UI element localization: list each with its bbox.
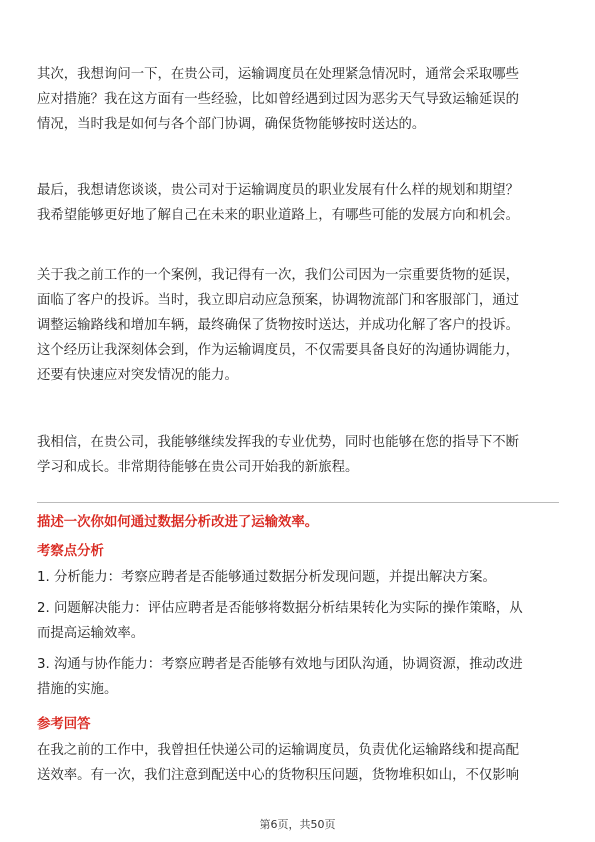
text-line: 应对措施？我在这方面有一些经验，比如曾经遇到过因为恶劣天气导致运输延误的 (37, 92, 520, 107)
text-line: 其次，我想询问一下，在贵公司，运输调度员在处理紧急情况时，通常会采取哪些 (37, 67, 520, 82)
text-line: 情况，当时我是如何与各个部门协调，确保货物能够按时送达的。 (37, 117, 426, 132)
text-line: 还要有快速应对突发情况的能力。 (37, 368, 238, 383)
paragraph-career-development (37, 178, 559, 228)
section-divider (37, 502, 559, 503)
text-line: 1. 分析能力：考察应聘者是否能够通过数据分析发现问题，并提出解决方案。 (37, 570, 496, 585)
text-line: 在我之前的工作中，我曾担任快递公司的运输调度员，负责优化运输路线和提高配 (37, 743, 520, 758)
text-line: 最后，我想请您谈谈，贵公司对于运输调度员的职业发展有什么样的规划和期望？ (37, 183, 520, 198)
text-line: 我希望能够更好地了解自己在未来的职业道路上，有哪些可能的发展方向和机会。 (37, 208, 520, 223)
page-number: 第6页，共50页 (259, 818, 336, 831)
text-line: 学习和成长。非常期待能够在贵公司开始我的新旅程。 (37, 460, 359, 475)
text-line: 调整运输路线和增加车辆，最终确保了货物按时送达，并成功化解了客户的投诉。 (37, 318, 520, 333)
analysis-item-1 (37, 565, 559, 590)
analysis-item-3 (37, 652, 559, 702)
analysis-heading: 考察点分析 (37, 544, 104, 559)
text-line: 送效率。有一次，我们注意到配送中心的货物积压问题，货物堆积如山，不仅影响 (37, 768, 520, 783)
text-line: 面临了客户的投诉。当时，我立即启动应急预案，协调物流部门和客服部门，通过 (37, 293, 520, 308)
text-line: 措施的实施。 (37, 682, 118, 697)
answer-heading: 参考回答 (37, 717, 91, 732)
text-line: 我相信，在贵公司，我能够继续发挥我的专业优势，同时也能够在您的指导下不断 (37, 435, 520, 450)
text-line: 3. 沟通与协作能力：考察应聘者是否能够有效地与团队沟通，协调资源，推动改进 (37, 657, 523, 672)
text-line: 关于我之前工作的一个案例，我记得有一次，我们公司因为一宗重要货物的延误， (37, 268, 520, 283)
paragraph-closing (37, 430, 559, 480)
text-line: 这个经历让我深刻体会到，作为运输调度员，不仅需要具备良好的沟通协调能力， (37, 343, 520, 358)
paragraph-emergency-measures (37, 62, 559, 137)
paragraph-past-case (37, 263, 559, 388)
interview-question: 描述一次你如何通过数据分析改进了运输效率。 (37, 515, 319, 530)
text-line: 2. 问题解决能力：评估应聘者是否能够将数据分析结果转化为实际的操作策略，从 (37, 601, 523, 616)
text-line: 而提高运输效率。 (37, 626, 145, 641)
analysis-item-2 (37, 596, 559, 646)
answer-paragraph (37, 738, 559, 788)
